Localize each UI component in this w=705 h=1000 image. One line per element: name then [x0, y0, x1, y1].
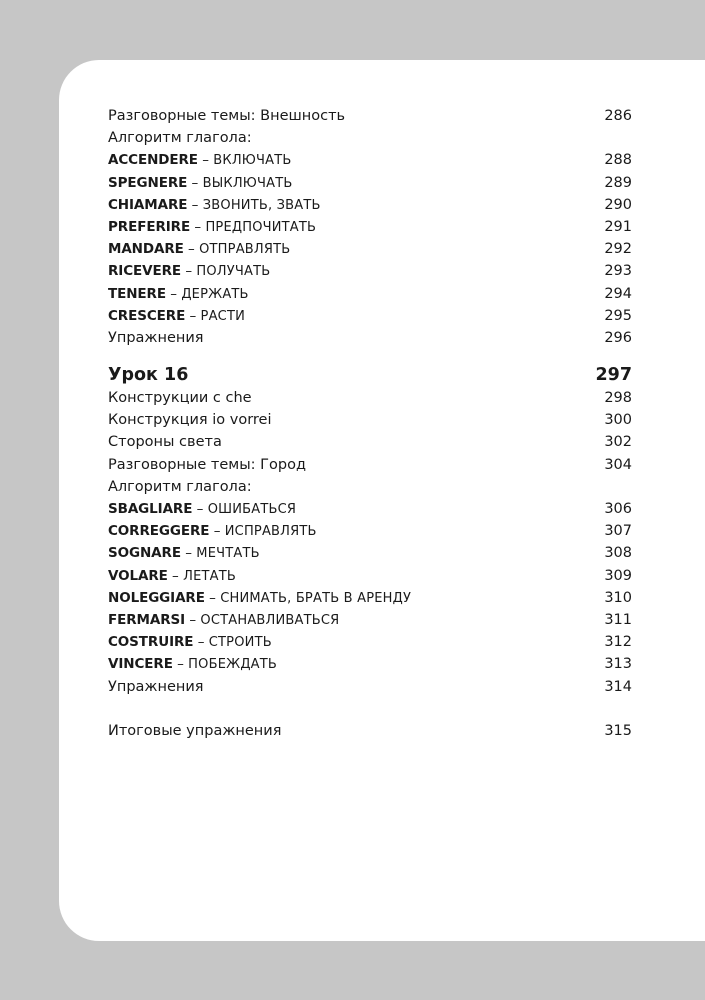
toc-verb-entry[interactable]	[108, 542, 632, 564]
lesson-title: Урок 16	[108, 365, 189, 386]
verb-name: CHIAMARE	[108, 196, 188, 213]
toc-entry-page: 292	[604, 241, 632, 258]
toc-entry[interactable]	[108, 105, 632, 127]
toc-verb-entry[interactable]	[108, 520, 632, 542]
toc-entry-page: 306	[604, 501, 632, 517]
toc-entry-page: 290	[604, 196, 632, 213]
verb-separator: –	[197, 152, 214, 169]
verb-translation: ЗВОНИТЬ, ЗВАТЬ	[202, 197, 321, 213]
verb-name: SPEGNERE	[108, 174, 188, 191]
toc-entry-page: 295	[604, 307, 632, 324]
verb-translation: ПОБЕЖДАТЬ	[188, 657, 278, 673]
toc-verb-entry[interactable]	[108, 609, 632, 631]
toc-entry[interactable]	[108, 387, 632, 409]
toc-verb-entry[interactable]	[108, 587, 632, 609]
toc-verb-entry[interactable]	[108, 149, 632, 171]
toc-verb-entry[interactable]	[108, 238, 632, 260]
toc-verb-entry[interactable]	[108, 260, 632, 282]
toc-entry-title: Алгоритм глагола:	[108, 478, 252, 495]
toc-entry-title: Разговорные темы: Город	[108, 456, 306, 473]
toc-entry-page: 294	[604, 285, 632, 302]
toc-entry-title: Разговорные темы: Внешность	[108, 108, 346, 124]
verb-separator: –	[209, 523, 225, 540]
toc-entry-exercises[interactable]	[108, 676, 632, 698]
verb-translation: ВКЛЮЧАТЬ	[213, 153, 292, 169]
toc-verb-entry[interactable]	[108, 305, 632, 327]
toc-entry-page: 307	[604, 523, 632, 540]
spacer	[108, 349, 632, 363]
verb-name: TENERE	[108, 285, 166, 302]
verb-translation: СНИМАТЬ, БРАТЬ В АРЕНДУ	[220, 590, 412, 606]
toc-entry-page: 286	[604, 108, 632, 124]
toc-verb-entry[interactable]	[108, 498, 632, 520]
verb-translation: ДЕРЖАТЬ	[181, 286, 249, 302]
lesson-page: 297	[595, 365, 632, 386]
verb-separator: –	[190, 218, 206, 235]
toc-entry-page: 312	[604, 634, 632, 651]
verb-separator: –	[165, 285, 182, 302]
toc-entry-page: 311	[604, 611, 632, 628]
verb-separator: –	[183, 241, 200, 258]
toc-entry-page: 304	[604, 456, 632, 473]
verb-translation: ИСПРАВЛЯТЬ	[224, 524, 317, 540]
verb-separator: –	[187, 196, 203, 213]
toc-entry-final-exercises[interactable]	[108, 720, 632, 742]
toc-entry-title: Стороны света	[108, 434, 222, 451]
verb-translation: РАСТИ	[200, 308, 246, 324]
toc-verb-entry[interactable]	[108, 172, 632, 194]
toc-entry-page: 293	[604, 263, 632, 280]
toc-entry[interactable]	[108, 409, 632, 431]
verb-translation: ОСТАНАВЛИВАТЬСЯ	[200, 612, 340, 628]
toc-entry-page: 296	[604, 329, 632, 346]
toc-entry-page: 298	[604, 390, 632, 407]
verb-translation: ОШИБАТЬСЯ	[207, 502, 297, 517]
verb-separator: –	[204, 589, 221, 606]
toc-entry	[108, 127, 632, 149]
verb-separator: –	[185, 307, 201, 324]
toc-verb-entry[interactable]	[108, 653, 632, 675]
verb-translation: МЕЧТАТЬ	[196, 546, 260, 562]
verb-separator: –	[180, 545, 197, 562]
verb-translation: СТРОИТЬ	[208, 635, 272, 651]
toc-verb-entry[interactable]	[108, 194, 632, 216]
toc-entry[interactable]	[108, 431, 632, 453]
toc-entry-page: 310	[604, 589, 632, 606]
verb-name: SBAGLIARE	[108, 501, 193, 517]
verb-name: CORREGGERE	[108, 523, 210, 540]
verb-name: SOGNARE	[108, 545, 181, 562]
toc-entry-page: 291	[604, 218, 632, 235]
verb-translation: ПОЛУЧАТЬ	[196, 264, 271, 280]
verb-separator: –	[192, 501, 208, 517]
verb-name: CRESCERE	[108, 307, 186, 324]
toc-entry-page: 289	[604, 174, 632, 191]
toc-entry-page: 314	[604, 678, 632, 695]
toc-entry-page: 288	[604, 152, 632, 169]
verb-name: FERMARSI	[108, 611, 186, 628]
toc-entry-title: Конструкции с che	[108, 390, 252, 407]
spacer	[108, 698, 632, 720]
toc-entry-page: 309	[604, 567, 632, 584]
verb-separator: –	[181, 263, 197, 280]
toc-entry-page: 302	[604, 434, 632, 451]
verb-name: VOLARE	[108, 567, 168, 584]
toc-entry-title: Алгоритм глагола:	[108, 130, 252, 147]
verb-translation: ОТПРАВЛЯТЬ	[199, 242, 291, 258]
verb-name: COSTRUIRE	[108, 634, 194, 651]
verb-name: NOLEGGIARE	[108, 589, 205, 606]
toc-entry-title: Итоговые упражнения	[108, 722, 282, 739]
verb-translation: ПРЕДПОЧИТАТЬ	[205, 219, 317, 235]
toc-verb-entry[interactable]	[108, 565, 632, 587]
toc-verb-entry[interactable]	[108, 631, 632, 653]
toc-verb-entry[interactable]	[108, 283, 632, 305]
toc-entry-title: Упражнения	[108, 329, 204, 346]
toc-entry-page: 315	[604, 722, 632, 739]
toc-entry-page: 313	[604, 656, 632, 673]
verb-translation: ЛЕТАТЬ	[183, 568, 236, 584]
verb-name: VINCERE	[108, 656, 173, 673]
verb-separator: –	[185, 611, 201, 628]
verb-separator: –	[167, 567, 184, 584]
toc-verb-entry[interactable]	[108, 216, 632, 238]
verb-name: RICEVERE	[108, 263, 182, 280]
verb-name: ACCENDERE	[108, 152, 198, 169]
toc-entry	[108, 476, 632, 498]
table-of-contents	[108, 105, 632, 742]
toc-entry-title: Упражнения	[108, 678, 204, 695]
lesson-heading[interactable]	[108, 363, 632, 387]
verb-separator: –	[172, 656, 189, 673]
verb-separator: –	[187, 174, 203, 191]
toc-entry-page: 300	[604, 412, 632, 429]
toc-entry-page: 308	[604, 545, 632, 562]
toc-entry-title: Конструкция io vorrei	[108, 412, 272, 429]
verb-name: PREFERIRE	[108, 218, 191, 235]
verb-translation: ВЫКЛЮЧАТЬ	[202, 175, 293, 191]
verb-separator: –	[193, 634, 209, 651]
verb-name: MANDARE	[108, 241, 184, 258]
toc-entry[interactable]	[108, 454, 632, 476]
toc-entry-exercises[interactable]	[108, 327, 632, 349]
book-page	[59, 60, 705, 941]
